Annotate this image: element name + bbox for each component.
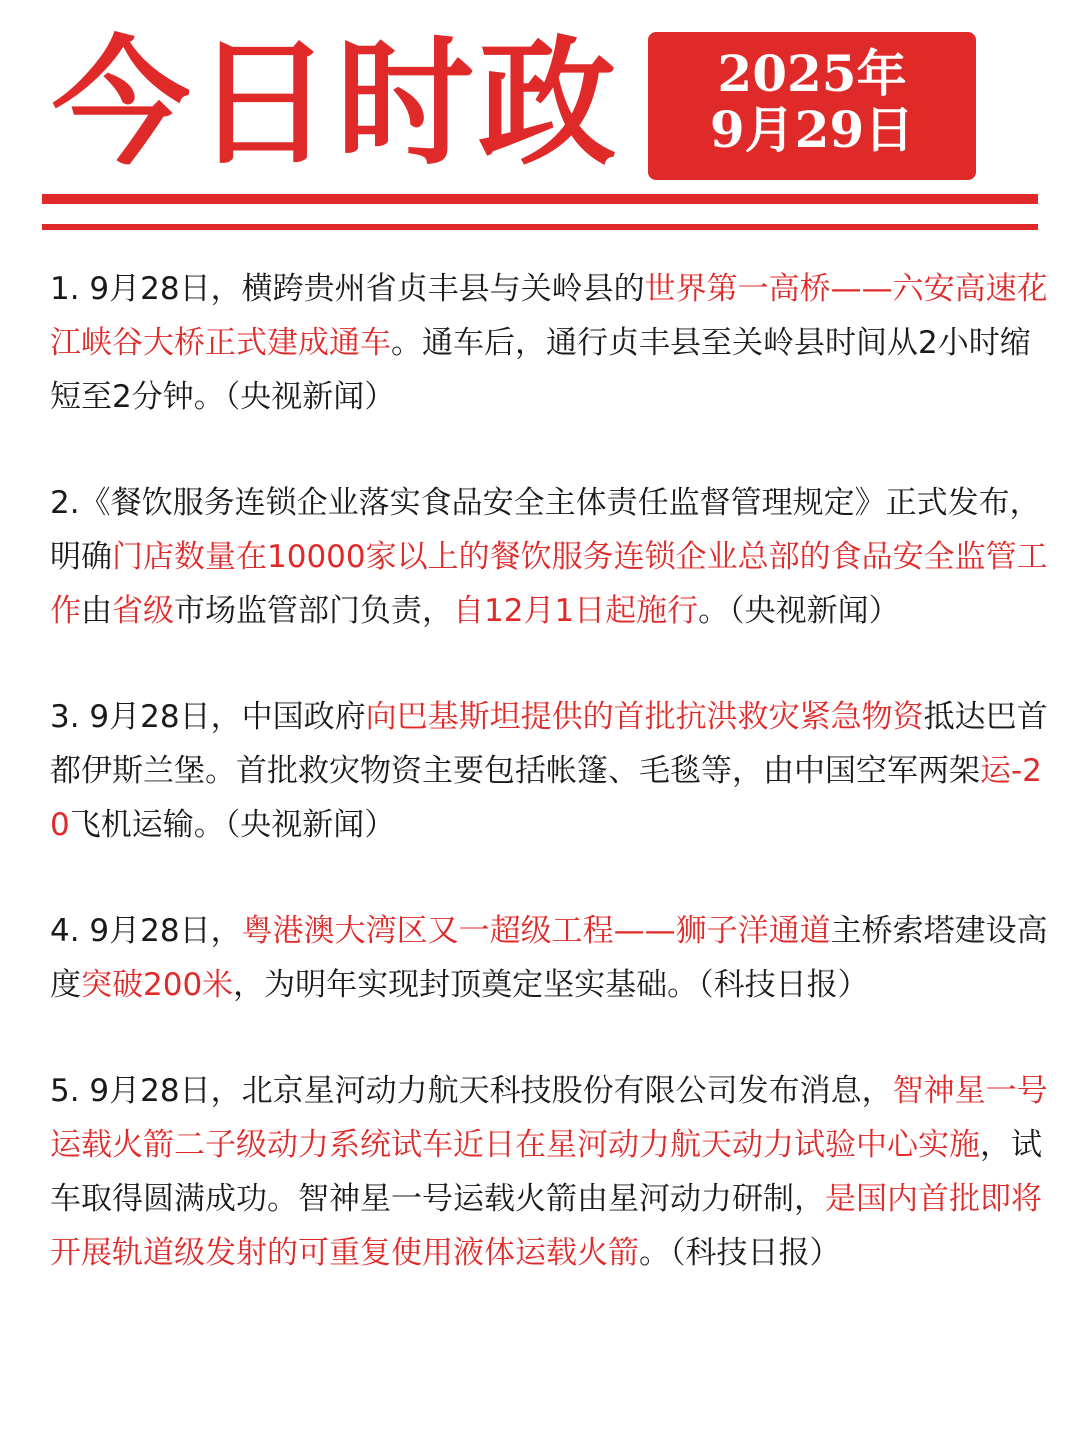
news-text: 市场监管部门负责，: [174, 593, 453, 629]
news-text: 1. 9月28日，横跨贵州省贞丰县与关岭县的: [50, 271, 645, 307]
news-text: 。（科技日报）: [639, 1235, 841, 1271]
news-highlight: 自12月1日起施行: [453, 593, 699, 629]
news-highlight: 运-20: [50, 753, 1042, 843]
header: [0, 0, 1080, 240]
news-item-4: [50, 904, 1050, 1012]
date-year: 2025年: [717, 44, 907, 103]
header-divider-thin: [42, 224, 1038, 230]
news-highlight: 世界第一高桥——六安高速花江峡谷大桥正式建成通车: [50, 271, 1048, 361]
news-text: 2.《餐饮服务连锁企业落实食品安全主体责任监督管理规定》正式发布，明确: [50, 485, 1041, 575]
date-badge: [648, 32, 976, 180]
news-highlight: 突破200米: [81, 967, 234, 1003]
news-item-3: [50, 690, 1050, 852]
news-text: 飞机运输。（央视新闻）: [69, 807, 396, 843]
news-list: [50, 262, 1050, 1332]
news-text: 由: [81, 593, 112, 629]
news-text: 主桥索塔建设高度: [50, 913, 1048, 1003]
news-highlight: 是国内首批即将开展轨道级发射的可重复使用液体运载火箭: [50, 1181, 1042, 1271]
header-divider-thick: [42, 194, 1038, 204]
news-item-2: [50, 476, 1050, 638]
news-highlight: 粤港澳大湾区又一超级工程——狮子洋通道: [241, 913, 831, 949]
news-item-1: [50, 262, 1050, 424]
news-text: 3. 9月28日，中国政府: [50, 699, 366, 735]
page-title: 今日时政: [52, 21, 621, 184]
news-highlight: 向巴基斯坦提供的首批抗洪救灾紧急物资: [365, 699, 924, 735]
news-highlight: 门店数量在10000家以上的餐饮服务连锁企业总部的食品安全监管工作: [50, 539, 1048, 629]
news-text: 。（央视新闻）: [698, 593, 900, 629]
news-text: 抵达巴首都伊斯兰堡。首批救灾物资主要包括帐篷、毛毯等，由中国空军两架: [50, 699, 1048, 789]
news-text: 4. 9月28日，: [50, 913, 242, 949]
date-day: 9月29日: [709, 100, 915, 159]
news-text: ，为明年实现封顶奠定坚实基础。（科技日报）: [233, 967, 869, 1003]
news-text: 5. 9月28日，北京星河动力航天科技股份有限公司发布消息，: [50, 1073, 893, 1109]
news-highlight: 省级: [112, 593, 174, 629]
news-item-5: [50, 1064, 1050, 1280]
news-text: ，试车取得圆满成功。智神星一号运载火箭由星河动力研制，: [50, 1127, 1042, 1217]
news-highlight: 智神星一号运载火箭二子级动力系统试车近日在星河动力航天动力试验中心实施: [50, 1073, 1048, 1163]
news-text: 。通车后，通行贞丰县至关岭县时间从2小时缩短至2分钟。（央视新闻）: [50, 325, 1031, 415]
